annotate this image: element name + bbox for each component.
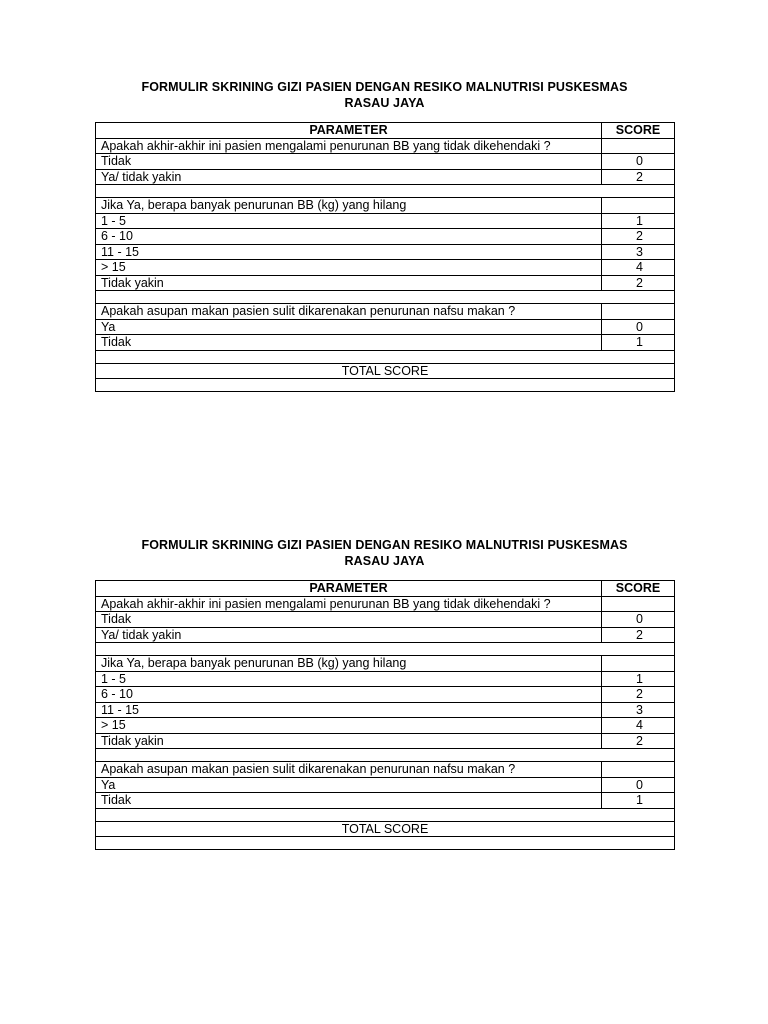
score-cell	[602, 596, 675, 612]
score-cell	[602, 138, 675, 154]
blank-row	[96, 643, 675, 656]
screening-table	[95, 580, 675, 850]
screening-table	[95, 122, 675, 392]
table-header-row	[96, 581, 675, 597]
option-score: 2	[602, 229, 675, 245]
option-label: Tidak yakin	[96, 275, 602, 291]
form-title-line-1: FORMULIR SKRINING GIZI PASIEN DENGAN RESIKO MALNUTRISI PUSKESMAS	[141, 538, 628, 552]
score-header: SCORE	[602, 581, 675, 597]
option-row	[96, 627, 675, 643]
total-score-label: TOTAL SCORE	[96, 363, 675, 379]
form-title	[95, 79, 674, 111]
blank-row	[96, 350, 675, 363]
question-2-text: Jika Ya, berapa banyak penurunan BB (kg) yang hilang	[96, 656, 602, 672]
blank-cell	[96, 643, 675, 656]
form-title-line-2: RASAU JAYA	[344, 554, 425, 568]
total-row	[96, 363, 675, 379]
option-score: 1	[602, 335, 675, 351]
table-header-row	[96, 123, 675, 139]
option-label: > 15	[96, 260, 602, 276]
score-header: SCORE	[602, 123, 675, 139]
parameter-header: PARAMETER	[96, 123, 602, 139]
option-row	[96, 793, 675, 809]
option-row	[96, 671, 675, 687]
option-label: Ya	[96, 777, 602, 793]
option-score: 0	[602, 319, 675, 335]
score-cell	[602, 198, 675, 214]
option-score: 2	[602, 275, 675, 291]
option-score: 1	[602, 671, 675, 687]
option-score: 2	[602, 169, 675, 185]
option-label: Tidak yakin	[96, 733, 602, 749]
score-cell	[602, 304, 675, 320]
total-score-label: TOTAL SCORE	[96, 821, 675, 837]
option-score: 2	[602, 627, 675, 643]
score-cell	[602, 762, 675, 778]
score-cell	[602, 656, 675, 672]
option-score: 1	[602, 213, 675, 229]
total-row	[96, 821, 675, 837]
option-score: 1	[602, 793, 675, 809]
option-score: 0	[602, 154, 675, 170]
blank-row	[96, 808, 675, 821]
question-3-text: Apakah asupan makan pasien sulit dikarenakan penurunan nafsu makan ?	[96, 304, 602, 320]
option-score: 2	[602, 733, 675, 749]
blank-row	[96, 379, 675, 392]
option-label: 6 - 10	[96, 229, 602, 245]
screening-form-2	[95, 537, 674, 850]
blank-row	[96, 837, 675, 850]
option-row	[96, 733, 675, 749]
option-label: 11 - 15	[96, 702, 602, 718]
option-row	[96, 244, 675, 260]
parameter-header: PARAMETER	[96, 581, 602, 597]
form-title-line-2: RASAU JAYA	[344, 96, 425, 110]
blank-cell	[96, 749, 675, 762]
option-row	[96, 260, 675, 276]
question-1-text: Apakah akhir-akhir ini pasien mengalami penurunan BB yang tidak dikehendaki ?	[96, 138, 602, 154]
option-score: 4	[602, 260, 675, 276]
form-title-line-1: FORMULIR SKRINING GIZI PASIEN DENGAN RESIKO MALNUTRISI PUSKESMAS	[141, 80, 628, 94]
question-row	[96, 198, 675, 214]
option-score: 3	[602, 702, 675, 718]
option-row	[96, 229, 675, 245]
question-3-text: Apakah asupan makan pasien sulit dikarenakan penurunan nafsu makan ?	[96, 762, 602, 778]
option-label: Tidak	[96, 612, 602, 628]
option-label: Tidak	[96, 154, 602, 170]
question-1-text: Apakah akhir-akhir ini pasien mengalami penurunan BB yang tidak dikehendaki ?	[96, 596, 602, 612]
option-label: Tidak	[96, 793, 602, 809]
option-row	[96, 718, 675, 734]
question-row	[96, 138, 675, 154]
blank-row	[96, 291, 675, 304]
option-score: 4	[602, 718, 675, 734]
option-row	[96, 777, 675, 793]
question-row	[96, 596, 675, 612]
option-score: 2	[602, 687, 675, 703]
option-row	[96, 319, 675, 335]
option-row	[96, 169, 675, 185]
option-row	[96, 275, 675, 291]
option-label: 1 - 5	[96, 213, 602, 229]
blank-cell	[96, 808, 675, 821]
option-score: 0	[602, 612, 675, 628]
blank-cell	[96, 837, 675, 850]
option-label: 1 - 5	[96, 671, 602, 687]
option-label: Ya/ tidak yakin	[96, 169, 602, 185]
option-row	[96, 687, 675, 703]
blank-row	[96, 185, 675, 198]
question-row	[96, 762, 675, 778]
blank-cell	[96, 291, 675, 304]
blank-cell	[96, 379, 675, 392]
blank-cell	[96, 185, 675, 198]
option-row	[96, 213, 675, 229]
question-2-text: Jika Ya, berapa banyak penurunan BB (kg) yang hilang	[96, 198, 602, 214]
option-row	[96, 702, 675, 718]
option-label: 11 - 15	[96, 244, 602, 260]
blank-cell	[96, 350, 675, 363]
screening-form-1	[95, 79, 674, 392]
option-row	[96, 612, 675, 628]
option-label: > 15	[96, 718, 602, 734]
blank-row	[96, 749, 675, 762]
option-label: Ya/ tidak yakin	[96, 627, 602, 643]
option-label: 6 - 10	[96, 687, 602, 703]
option-score: 0	[602, 777, 675, 793]
form-title	[95, 537, 674, 569]
option-row	[96, 154, 675, 170]
option-score: 3	[602, 244, 675, 260]
question-row	[96, 304, 675, 320]
question-row	[96, 656, 675, 672]
option-label: Tidak	[96, 335, 602, 351]
option-row	[96, 335, 675, 351]
option-label: Ya	[96, 319, 602, 335]
